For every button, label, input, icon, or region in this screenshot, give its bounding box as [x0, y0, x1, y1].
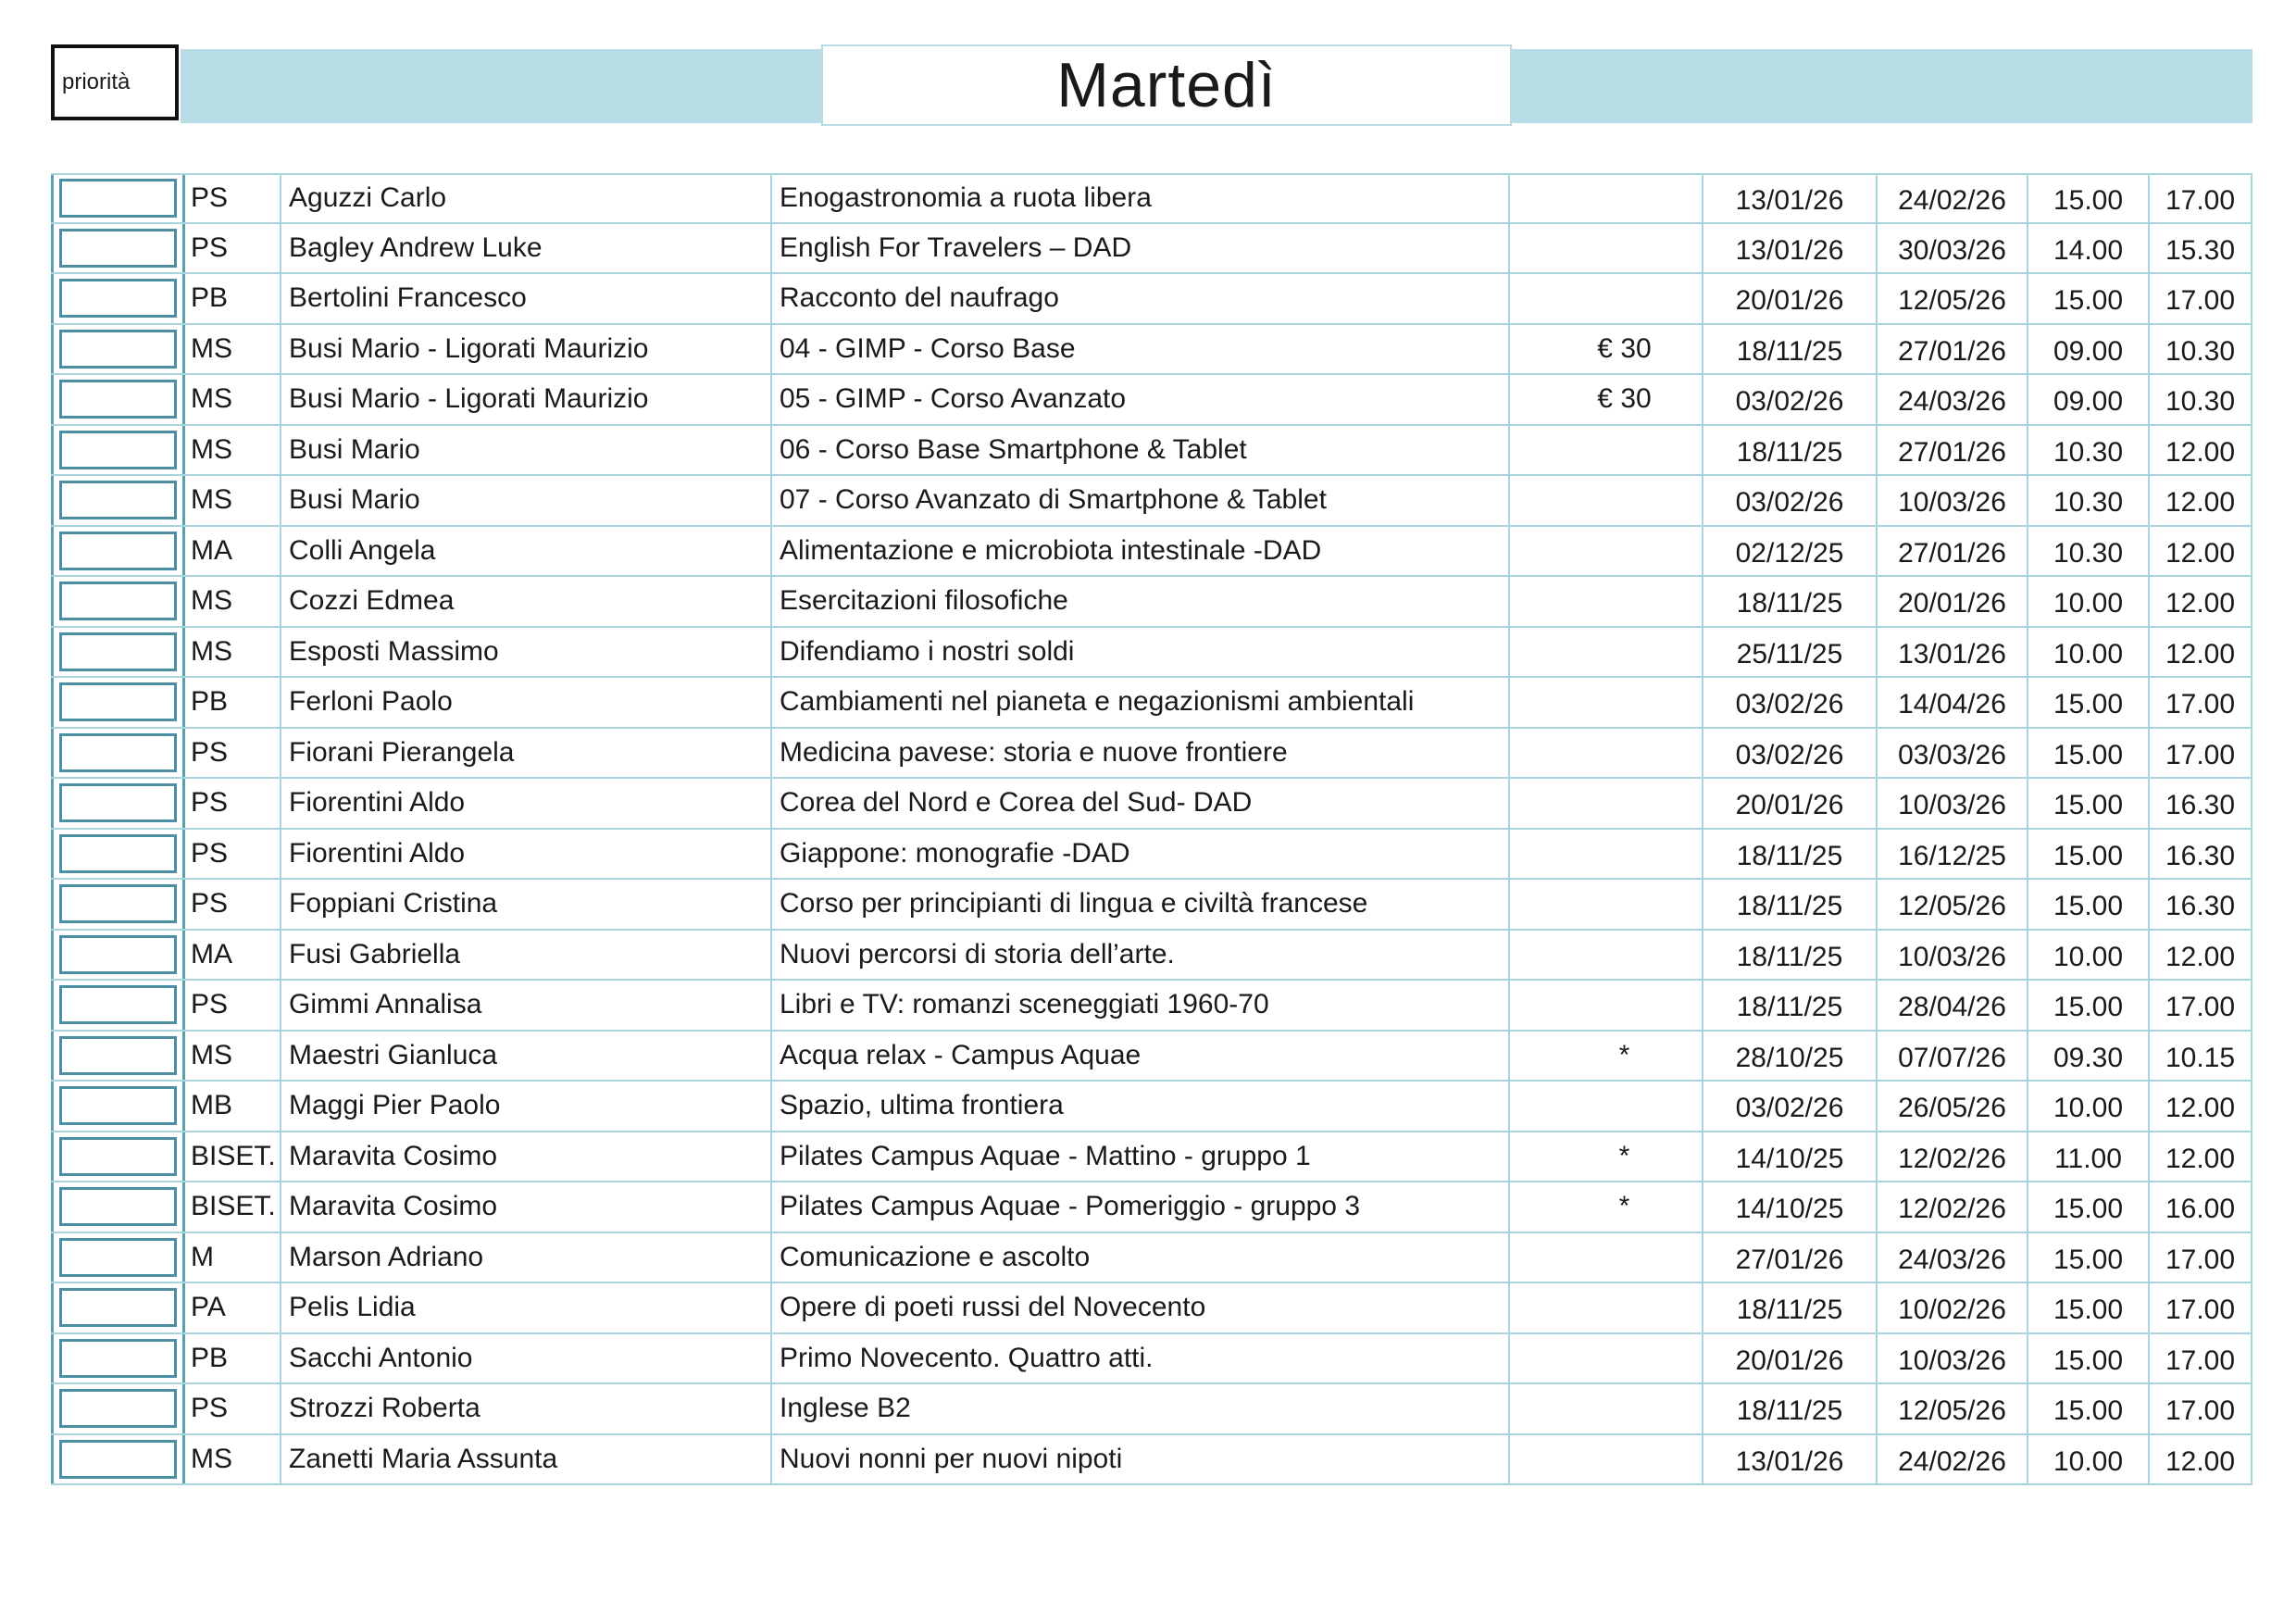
priority-cell[interactable]	[51, 577, 185, 626]
course-title: Nuovi percorsi di storia dell’arte.	[772, 931, 1510, 980]
course-price	[1510, 981, 1703, 1030]
end-date: 27/01/26	[1878, 527, 2028, 576]
table-row	[51, 224, 2252, 275]
table-row	[51, 678, 2252, 729]
category-code: PB	[185, 678, 281, 727]
course-title: Giappone: monografie -DAD	[772, 830, 1510, 879]
category-code: PB	[185, 1334, 281, 1383]
table-row	[51, 476, 2252, 527]
start-date: 18/11/25	[1703, 880, 1878, 929]
course-price: € 30	[1510, 325, 1703, 374]
priority-cell[interactable]	[51, 1132, 185, 1182]
category-code: PS	[185, 224, 281, 273]
priority-input[interactable]	[59, 1036, 177, 1075]
course-title: Opere di poeti russi del Novecento	[772, 1283, 1510, 1332]
teacher-name: Maggi Pier Paolo	[281, 1082, 772, 1131]
time-from: 15.00	[2028, 274, 2150, 323]
course-title: Spazio, ultima frontiera	[772, 1082, 1510, 1131]
priority-input[interactable]	[59, 884, 177, 923]
end-date: 24/03/26	[1878, 1233, 2028, 1282]
time-from: 15.00	[2028, 1182, 2150, 1232]
category-code: PS	[185, 880, 281, 929]
start-date: 13/01/26	[1703, 175, 1878, 222]
time-from: 15.00	[2028, 880, 2150, 929]
table-row	[51, 1182, 2252, 1233]
category-code: PA	[185, 1283, 281, 1332]
time-to: 12.00	[2150, 931, 2252, 980]
teacher-name: Maestri Gianluca	[281, 1032, 772, 1081]
priority-cell[interactable]	[51, 1334, 185, 1383]
course-title: Esercitazioni filosofiche	[772, 577, 1510, 626]
teacher-name: Maravita Cosimo	[281, 1132, 772, 1182]
priority-input[interactable]	[59, 682, 177, 721]
start-date: 03/02/26	[1703, 678, 1878, 727]
priority-cell[interactable]	[51, 1182, 185, 1232]
priority-cell[interactable]	[51, 1435, 185, 1484]
time-to: 16.30	[2150, 830, 2252, 879]
category-code: PS	[185, 981, 281, 1030]
time-from: 15.00	[2028, 830, 2150, 879]
end-date: 26/05/26	[1878, 1082, 2028, 1131]
course-title: Primo Novecento. Quattro atti.	[772, 1334, 1510, 1383]
priority-input[interactable]	[59, 985, 177, 1024]
course-price	[1510, 175, 1703, 222]
table-row	[51, 880, 2252, 931]
teacher-name: Maravita Cosimo	[281, 1182, 772, 1232]
course-price	[1510, 1435, 1703, 1484]
category-code: MB	[185, 1082, 281, 1131]
teacher-name: Cozzi Edmea	[281, 577, 772, 626]
start-date: 20/01/26	[1703, 274, 1878, 323]
course-price	[1510, 830, 1703, 879]
time-from: 10.00	[2028, 931, 2150, 980]
priority-input[interactable]	[59, 380, 177, 419]
priority-input[interactable]	[59, 532, 177, 570]
course-title: Racconto del naufrago	[772, 274, 1510, 323]
priority-cell[interactable]	[51, 729, 185, 778]
teacher-name: Busi Mario - Ligorati Maurizio	[281, 375, 772, 424]
course-title: Comunicazione e ascolto	[772, 1233, 1510, 1282]
priority-input[interactable]	[59, 179, 177, 218]
time-from: 11.00	[2028, 1132, 2150, 1182]
time-to: 15.30	[2150, 224, 2252, 273]
teacher-name: Pelis Lidia	[281, 1283, 772, 1332]
course-title: Pilates Campus Aquae - Pomeriggio - gruppo 3	[772, 1182, 1510, 1232]
time-to: 10.15	[2150, 1032, 2252, 1081]
category-code: MS	[185, 1435, 281, 1484]
time-to: 12.00	[2150, 577, 2252, 626]
end-date: 20/01/26	[1878, 577, 2028, 626]
table-row	[51, 173, 2252, 224]
priority-cell[interactable]	[51, 1082, 185, 1131]
category-code: M	[185, 1233, 281, 1282]
end-date: 10/03/26	[1878, 1334, 2028, 1383]
end-date: 13/01/26	[1878, 628, 2028, 677]
category-code: BISET.	[185, 1182, 281, 1232]
end-date: 24/02/26	[1878, 1435, 2028, 1484]
table-row	[51, 527, 2252, 578]
time-from: 10.30	[2028, 426, 2150, 475]
start-date: 03/02/26	[1703, 729, 1878, 778]
teacher-name: Ferloni Paolo	[281, 678, 772, 727]
category-code: PS	[185, 779, 281, 828]
time-from: 15.00	[2028, 1384, 2150, 1433]
course-title: Libri e TV: romanzi sceneggiati 1960-70	[772, 981, 1510, 1030]
time-to: 12.00	[2150, 1435, 2252, 1484]
end-date: 14/04/26	[1878, 678, 2028, 727]
time-from: 10.00	[2028, 628, 2150, 677]
end-date: 28/04/26	[1878, 981, 2028, 1030]
priority-input[interactable]	[59, 1440, 177, 1479]
time-to: 12.00	[2150, 1132, 2252, 1182]
priority-input[interactable]	[59, 733, 177, 772]
end-date: 10/03/26	[1878, 931, 2028, 980]
priority-input[interactable]	[59, 229, 177, 268]
time-to: 12.00	[2150, 527, 2252, 576]
start-date: 20/01/26	[1703, 779, 1878, 828]
start-date: 13/01/26	[1703, 224, 1878, 273]
category-code: MS	[185, 628, 281, 677]
priority-input[interactable]	[59, 1288, 177, 1327]
header-band-right	[1512, 49, 2252, 123]
time-to: 12.00	[2150, 1082, 2252, 1131]
teacher-name: Marson Adriano	[281, 1233, 772, 1282]
table-row	[51, 931, 2252, 982]
priority-input[interactable]	[59, 431, 177, 469]
time-from: 15.00	[2028, 175, 2150, 222]
category-code: MS	[185, 476, 281, 525]
priority-label: priorità	[51, 44, 179, 120]
start-date: 18/11/25	[1703, 325, 1878, 374]
start-date: 18/11/25	[1703, 830, 1878, 879]
table-row	[51, 577, 2252, 628]
end-date: 12/05/26	[1878, 880, 2028, 929]
teacher-name: Busi Mario	[281, 426, 772, 475]
course-title: 06 - Corso Base Smartphone & Tablet	[772, 426, 1510, 475]
time-from: 09.30	[2028, 1032, 2150, 1081]
priority-input[interactable]	[59, 1187, 177, 1226]
course-price	[1510, 678, 1703, 727]
teacher-name: Zanetti Maria Assunta	[281, 1435, 772, 1484]
course-price	[1510, 274, 1703, 323]
course-title: Nuovi nonni per nuovi nipoti	[772, 1435, 1510, 1484]
priority-cell[interactable]	[51, 1283, 185, 1332]
priority-input[interactable]	[59, 783, 177, 822]
course-title: 05 - GIMP - Corso Avanzato	[772, 375, 1510, 424]
start-date: 14/10/25	[1703, 1182, 1878, 1232]
time-from: 15.00	[2028, 1334, 2150, 1383]
course-price	[1510, 628, 1703, 677]
course-title: Corea del Nord e Corea del Sud- DAD	[772, 779, 1510, 828]
end-date: 12/02/26	[1878, 1182, 2028, 1232]
time-from: 15.00	[2028, 1233, 2150, 1282]
end-date: 30/03/26	[1878, 224, 2028, 273]
priority-cell[interactable]	[51, 1233, 185, 1282]
time-to: 17.00	[2150, 175, 2252, 222]
priority-cell[interactable]	[51, 325, 185, 374]
time-from: 15.00	[2028, 678, 2150, 727]
time-from: 10.30	[2028, 476, 2150, 525]
start-date: 27/01/26	[1703, 1233, 1878, 1282]
table-row	[51, 729, 2252, 780]
table-row	[51, 830, 2252, 881]
start-date: 02/12/25	[1703, 527, 1878, 576]
course-title: Difendiamo i nostri soldi	[772, 628, 1510, 677]
start-date: 18/11/25	[1703, 931, 1878, 980]
course-price	[1510, 880, 1703, 929]
header-band-left	[181, 49, 821, 123]
priority-cell[interactable]	[51, 476, 185, 525]
priority-input[interactable]	[59, 632, 177, 671]
course-price	[1510, 527, 1703, 576]
category-code: MA	[185, 527, 281, 576]
end-date: 27/01/26	[1878, 325, 2028, 374]
category-code: PS	[185, 175, 281, 222]
time-from: 10.00	[2028, 1082, 2150, 1131]
time-to: 10.30	[2150, 325, 2252, 374]
priority-input[interactable]	[59, 1339, 177, 1378]
time-from: 15.00	[2028, 729, 2150, 778]
teacher-name: Esposti Massimo	[281, 628, 772, 677]
teacher-name: Gimmi Annalisa	[281, 981, 772, 1030]
end-date: 24/02/26	[1878, 175, 2028, 222]
course-title: Corso per principianti di lingua e civiltà francese	[772, 880, 1510, 929]
time-from: 14.00	[2028, 224, 2150, 273]
course-table	[51, 173, 2252, 1485]
course-price	[1510, 224, 1703, 273]
course-price	[1510, 729, 1703, 778]
priority-input[interactable]	[59, 481, 177, 519]
priority-input[interactable]	[59, 834, 177, 873]
category-code: MS	[185, 325, 281, 374]
course-price	[1510, 1334, 1703, 1383]
time-to: 16.30	[2150, 880, 2252, 929]
table-row	[51, 1435, 2252, 1486]
course-title: Enogastronomia a ruota libera	[772, 175, 1510, 222]
teacher-name: Busi Mario - Ligorati Maurizio	[281, 325, 772, 374]
table-row	[51, 274, 2252, 325]
priority-cell[interactable]	[51, 175, 185, 222]
start-date: 25/11/25	[1703, 628, 1878, 677]
end-date: 10/03/26	[1878, 779, 2028, 828]
category-code: MS	[185, 426, 281, 475]
course-price	[1510, 1283, 1703, 1332]
time-from: 09.00	[2028, 375, 2150, 424]
time-to: 17.00	[2150, 678, 2252, 727]
course-price	[1510, 779, 1703, 828]
table-row	[51, 779, 2252, 830]
end-date: 10/03/26	[1878, 476, 2028, 525]
course-price: *	[1510, 1132, 1703, 1182]
course-price: € 30	[1510, 375, 1703, 424]
course-price	[1510, 426, 1703, 475]
end-date: 12/05/26	[1878, 274, 2028, 323]
course-title: Inglese B2	[772, 1384, 1510, 1433]
teacher-name: Bagley Andrew Luke	[281, 224, 772, 273]
course-title: 07 - Corso Avanzato di Smartphone & Tablet	[772, 476, 1510, 525]
teacher-name: Fusi Gabriella	[281, 931, 772, 980]
table-row	[51, 1032, 2252, 1082]
table-row	[51, 325, 2252, 376]
end-date: 16/12/25	[1878, 830, 2028, 879]
course-title: 04 - GIMP - Corso Base	[772, 325, 1510, 374]
priority-cell[interactable]	[51, 830, 185, 879]
category-code: PS	[185, 1384, 281, 1433]
priority-cell[interactable]	[51, 779, 185, 828]
end-date: 07/07/26	[1878, 1032, 2028, 1081]
course-price	[1510, 931, 1703, 980]
priority-input[interactable]	[59, 330, 177, 369]
teacher-name: Sacchi Antonio	[281, 1334, 772, 1383]
end-date: 12/05/26	[1878, 1384, 2028, 1433]
table-row	[51, 1334, 2252, 1385]
table-row	[51, 1082, 2252, 1132]
table-row	[51, 981, 2252, 1032]
time-to: 12.00	[2150, 628, 2252, 677]
priority-cell[interactable]	[51, 1384, 185, 1433]
course-title: Acqua relax - Campus Aquae	[772, 1032, 1510, 1081]
course-title: Pilates Campus Aquae - Mattino - gruppo 1	[772, 1132, 1510, 1182]
teacher-name: Aguzzi Carlo	[281, 175, 772, 222]
time-from: 10.00	[2028, 1435, 2150, 1484]
priority-input[interactable]	[59, 582, 177, 620]
end-date: 03/03/26	[1878, 729, 2028, 778]
start-date: 18/11/25	[1703, 1283, 1878, 1332]
priority-cell[interactable]	[51, 931, 185, 980]
category-code: MS	[185, 1032, 281, 1081]
course-price	[1510, 1384, 1703, 1433]
time-from: 09.00	[2028, 325, 2150, 374]
time-to: 12.00	[2150, 476, 2252, 525]
time-from: 15.00	[2028, 1283, 2150, 1332]
table-row	[51, 1132, 2252, 1183]
start-date: 28/10/25	[1703, 1032, 1878, 1081]
category-code: MS	[185, 577, 281, 626]
priority-cell[interactable]	[51, 880, 185, 929]
course-price	[1510, 1233, 1703, 1282]
time-to: 17.00	[2150, 274, 2252, 323]
time-to: 17.00	[2150, 981, 2252, 1030]
start-date: 03/02/26	[1703, 1082, 1878, 1131]
category-code: PS	[185, 729, 281, 778]
end-date: 24/03/26	[1878, 375, 2028, 424]
table-row	[51, 1233, 2252, 1284]
time-from: 10.00	[2028, 577, 2150, 626]
priority-cell[interactable]	[51, 1032, 185, 1081]
start-date: 18/11/25	[1703, 577, 1878, 626]
teacher-name: Fiorentini Aldo	[281, 779, 772, 828]
priority-cell[interactable]	[51, 527, 185, 576]
priority-input[interactable]	[59, 1086, 177, 1125]
time-from: 10.30	[2028, 527, 2150, 576]
start-date: 18/11/25	[1703, 981, 1878, 1030]
teacher-name: Foppiani Cristina	[281, 880, 772, 929]
teacher-name: Fiorentini Aldo	[281, 830, 772, 879]
course-title: Medicina pavese: storia e nuove frontiere	[772, 729, 1510, 778]
priority-input[interactable]	[59, 1389, 177, 1428]
time-to: 17.00	[2150, 1384, 2252, 1433]
table-row	[51, 628, 2252, 679]
time-to: 10.30	[2150, 375, 2252, 424]
time-from: 15.00	[2028, 981, 2150, 1030]
priority-cell[interactable]	[51, 426, 185, 475]
course-price: *	[1510, 1032, 1703, 1081]
time-to: 17.00	[2150, 1334, 2252, 1383]
category-code: PS	[185, 830, 281, 879]
priority-input[interactable]	[59, 279, 177, 318]
category-code: PB	[185, 274, 281, 323]
time-to: 16.30	[2150, 779, 2252, 828]
time-to: 17.00	[2150, 1283, 2252, 1332]
time-to: 16.00	[2150, 1182, 2252, 1232]
course-title: Alimentazione e microbiota intestinale -DAD	[772, 527, 1510, 576]
time-to: 17.00	[2150, 1233, 2252, 1282]
end-date: 27/01/26	[1878, 426, 2028, 475]
teacher-name: Strozzi Roberta	[281, 1384, 772, 1433]
category-code: MA	[185, 931, 281, 980]
time-to: 17.00	[2150, 729, 2252, 778]
course-title: English For Travelers – DAD	[772, 224, 1510, 273]
teacher-name: Colli Angela	[281, 527, 772, 576]
start-date: 14/10/25	[1703, 1132, 1878, 1182]
end-date: 12/02/26	[1878, 1132, 2028, 1182]
start-date: 03/02/26	[1703, 375, 1878, 424]
course-price: *	[1510, 1182, 1703, 1232]
table-row	[51, 1283, 2252, 1334]
table-row	[51, 375, 2252, 426]
category-code: MS	[185, 375, 281, 424]
start-date: 13/01/26	[1703, 1435, 1878, 1484]
priority-cell[interactable]	[51, 375, 185, 424]
category-code: BISET.	[185, 1132, 281, 1182]
course-price	[1510, 577, 1703, 626]
table-row	[51, 426, 2252, 477]
priority-cell[interactable]	[51, 678, 185, 727]
page-title: Martedì	[821, 44, 1512, 126]
priority-input[interactable]	[59, 1238, 177, 1277]
end-date: 10/02/26	[1878, 1283, 2028, 1332]
priority-cell[interactable]	[51, 628, 185, 677]
table-row	[51, 1384, 2252, 1435]
priority-input[interactable]	[59, 1137, 177, 1176]
teacher-name: Bertolini Francesco	[281, 274, 772, 323]
course-price	[1510, 476, 1703, 525]
start-date: 18/11/25	[1703, 1384, 1878, 1433]
header	[51, 44, 2252, 126]
start-date: 18/11/25	[1703, 426, 1878, 475]
priority-cell[interactable]	[51, 224, 185, 273]
time-to: 12.00	[2150, 426, 2252, 475]
course-price	[1510, 1082, 1703, 1131]
time-from: 15.00	[2028, 779, 2150, 828]
priority-input[interactable]	[59, 935, 177, 974]
teacher-name: Fiorani Pierangela	[281, 729, 772, 778]
teacher-name: Busi Mario	[281, 476, 772, 525]
start-date: 03/02/26	[1703, 476, 1878, 525]
course-title: Cambiamenti nel pianeta e negazionismi ambientali	[772, 678, 1510, 727]
start-date: 20/01/26	[1703, 1334, 1878, 1383]
priority-cell[interactable]	[51, 981, 185, 1030]
priority-cell[interactable]	[51, 274, 185, 323]
